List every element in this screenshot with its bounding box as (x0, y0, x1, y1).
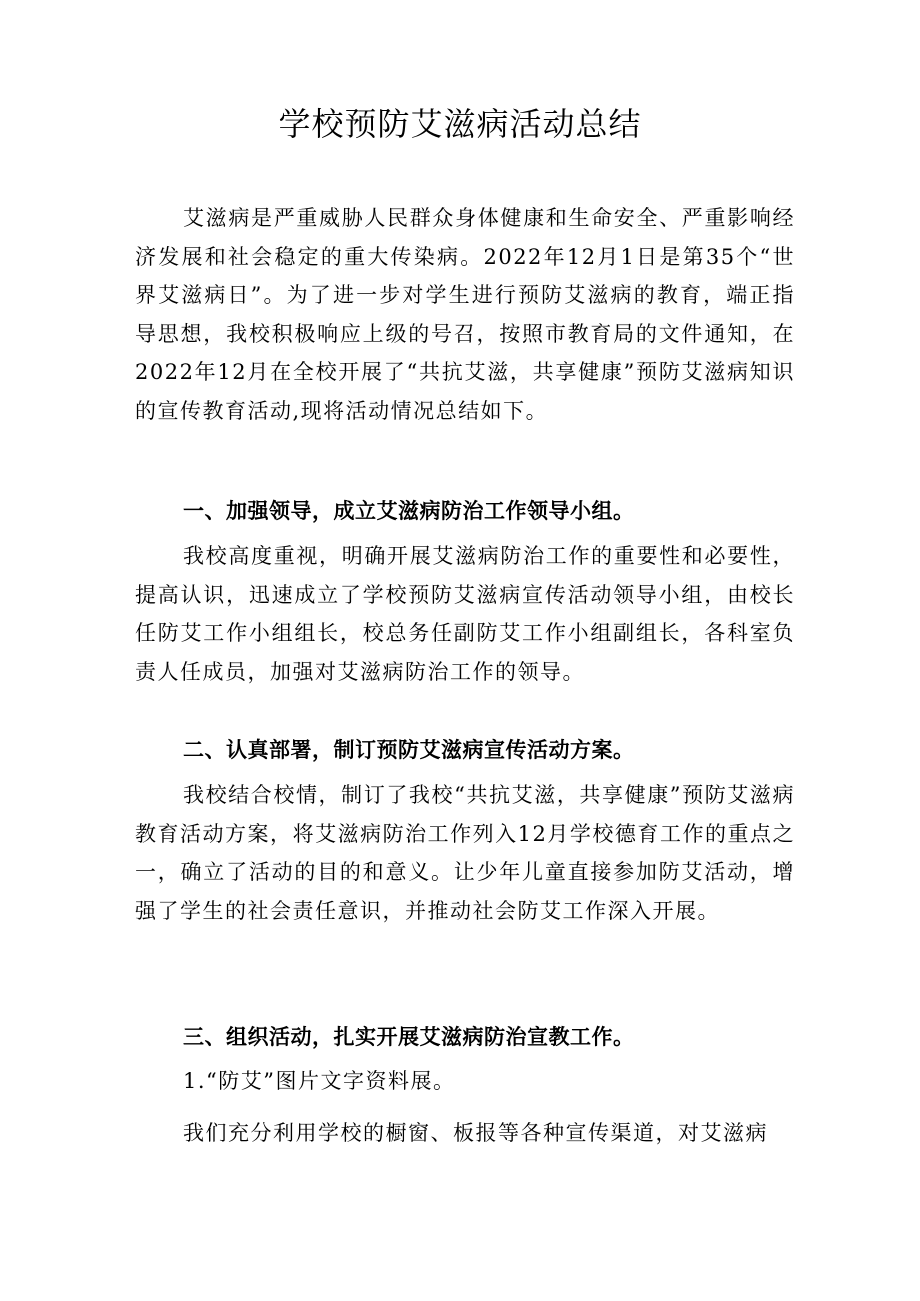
subsection-heading-1: 1.“防艾”图片文字资料展。 (183, 1069, 456, 1093)
section-heading-1: 一、加强领导，成立艾滋病防治工作领导小组。 (183, 499, 635, 523)
section-heading-3: 三、组织活动，扎实开展艾滋病防治宣教工作。 (183, 1025, 635, 1049)
section-2-paragraph: 我校结合校情，制订了我校“共抗艾滋，共享健康”预防艾滋病教育活动方案，将艾滋病防治工作列入12月学校德育工作的重点之一，确立了活动的目的和意义。让少年儿童直接参加防艾活动，增强了学生的社会责任意识，并推动社会防艾工作深入开展。 (135, 783, 795, 923)
section-1-paragraph: 我校高度重视，明确开展艾滋病防治工作的重要性和必要性，提高认识，迅速成立了学校预防艾滋病宣传活动领导小组，由校长任防艾工作小组组长，校总务任副防艾工作小组副组长，各科室负责人任成员，加强对艾滋病防治工作的领导。 (135, 544, 795, 684)
document-title: 学校预防艾滋病活动总结 (278, 105, 642, 143)
subsection-1-paragraph: 我们充分利用学校的橱窗、板报等各种宣传渠道，对艾滋病 (183, 1121, 768, 1145)
section-heading-2: 二、认真部署，制订预防艾滋病宣传活动方案。 (183, 738, 635, 762)
intro-paragraph: 艾滋病是严重威胁人民群众身体健康和生命安全、严重影响经济发展和社会稳定的重大传染病。2022年12月1日是第35个“世界艾滋病日”。为了进一步对学生进行预防艾滋病的教育，端正指导思想，我校积极响应上级的号召，按照市教育局的文件通知，在2022年12月在全校开展了“共抗艾滋，共享健康”预防艾滋病知识的宣传教育活动,现将活动情况总结如下。 (135, 206, 795, 423)
